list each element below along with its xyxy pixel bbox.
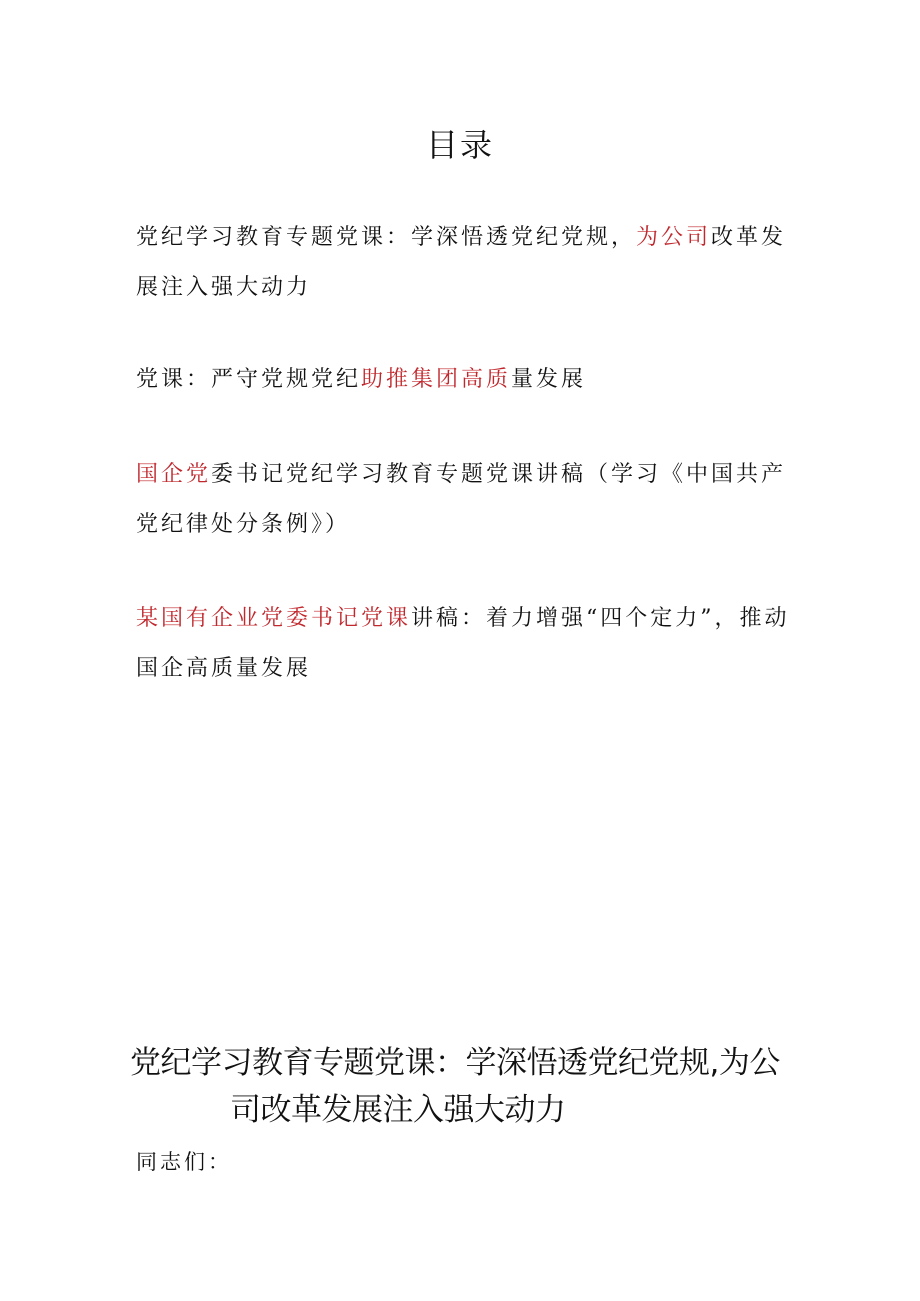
toc-item-3-highlight: 国企党 [136, 462, 212, 487]
toc-title: 目录 [425, 126, 494, 164]
toc-item-1-text-a: 党纪学习教育专题党课：学深悟透党纪党规， [136, 225, 637, 250]
greeting: 同志们： [136, 1150, 232, 1174]
toc-item-4[interactable] [136, 594, 792, 694]
toc-item-3[interactable] [136, 450, 792, 550]
toc-item-4-text-a: 讲稿：着力增强“四个定力”，推动国企高质量发展 [136, 606, 790, 681]
toc-item-1-highlight: 为公司 [636, 225, 712, 250]
toc-item-2[interactable] [136, 355, 792, 405]
toc-item-2-highlight: 助推集团高质 [361, 367, 512, 392]
article-title-line-1: 党纪学习教育专题党课：学深悟透党纪党规,为公 [130, 1045, 780, 1081]
toc-item-4-highlight: 某国有企业党委书记党课 [136, 606, 412, 631]
toc-item-2-text-a: 党课：严守党规党纪 [136, 367, 362, 392]
toc-item-1-text-b: 改革发展注入强大动力 [136, 225, 787, 300]
toc-item-1[interactable] [136, 213, 792, 313]
article-title [130, 1040, 800, 1134]
toc-item-3-text-a: 委书记党纪学习教育专题党课讲稿（学习《中国共产党纪律处分条例》） [136, 462, 787, 537]
toc-item-2-text-b: 量发展 [511, 367, 587, 392]
article-title-line-2: 司改革发展注入强大动力 [230, 1092, 566, 1128]
